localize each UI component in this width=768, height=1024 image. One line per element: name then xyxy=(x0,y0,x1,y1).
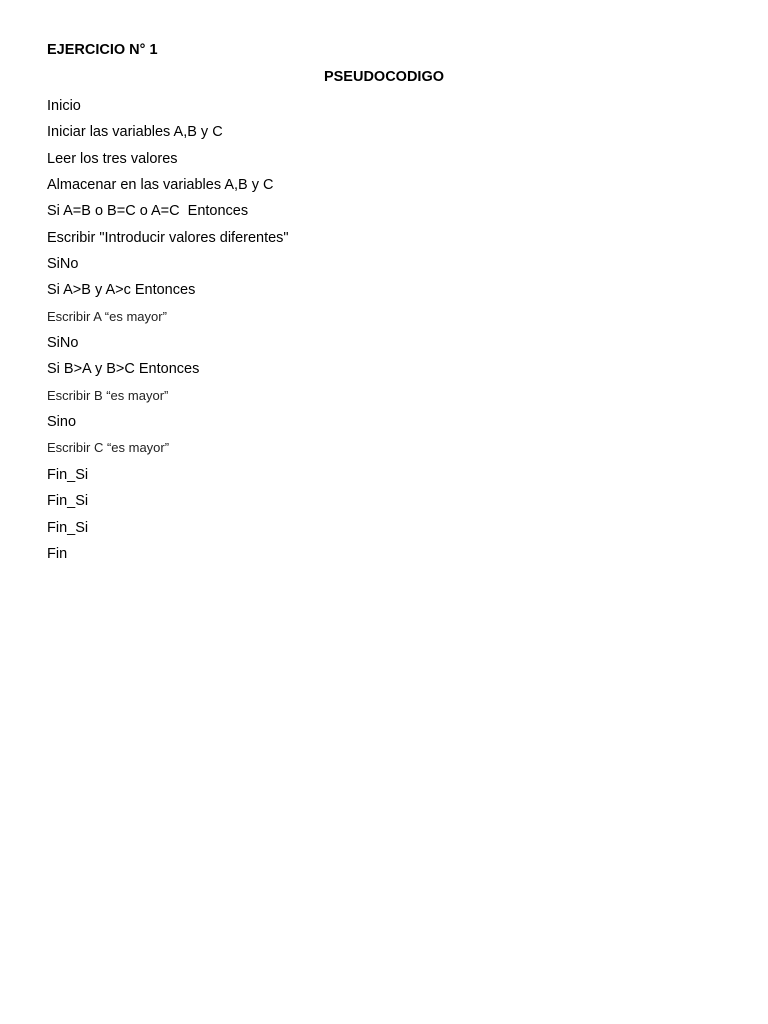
pseudocode-line: SiNo xyxy=(47,335,79,352)
pseudocode-line: Si A=B o B=C o A=C Entonces xyxy=(47,203,249,220)
pseudocode-line: Escribir A “es mayor” xyxy=(47,308,167,324)
pseudocode-line: Sino xyxy=(47,414,77,431)
pseudocode-line: Escribir C “es mayor” xyxy=(47,440,170,456)
pseudocode-line: Escribir B “es mayor” xyxy=(47,387,169,403)
pseudocode-line: Si B>A y B>C Entonces xyxy=(47,361,200,378)
pseudocode-line: Fin_Si xyxy=(47,519,89,536)
pseudocode-line: Fin_Si xyxy=(47,466,89,483)
exercise-title: EJERCICIO N° 1 xyxy=(47,42,158,58)
pseudocode-line: Fin_Si xyxy=(47,493,89,510)
pseudocode-line: Leer los tres valores xyxy=(47,150,178,167)
section-title: PSEUDOCODIGO xyxy=(323,69,445,85)
pseudocode-line: Almacenar en las variables A,B y C xyxy=(47,177,274,194)
pseudocode-lines xyxy=(47,96,289,570)
pseudocode-line: Fin xyxy=(47,545,68,562)
pseudocode-line: Iniciar las variables A,B y C xyxy=(47,124,223,141)
pseudocode-line: SiNo xyxy=(47,256,79,273)
pseudocode-line: Si A>B y A>c Entonces xyxy=(47,282,196,299)
pseudocode-line: Inicio xyxy=(47,98,81,114)
pseudocode-line: Escribir "Introducir valores diferentes" xyxy=(47,229,289,246)
